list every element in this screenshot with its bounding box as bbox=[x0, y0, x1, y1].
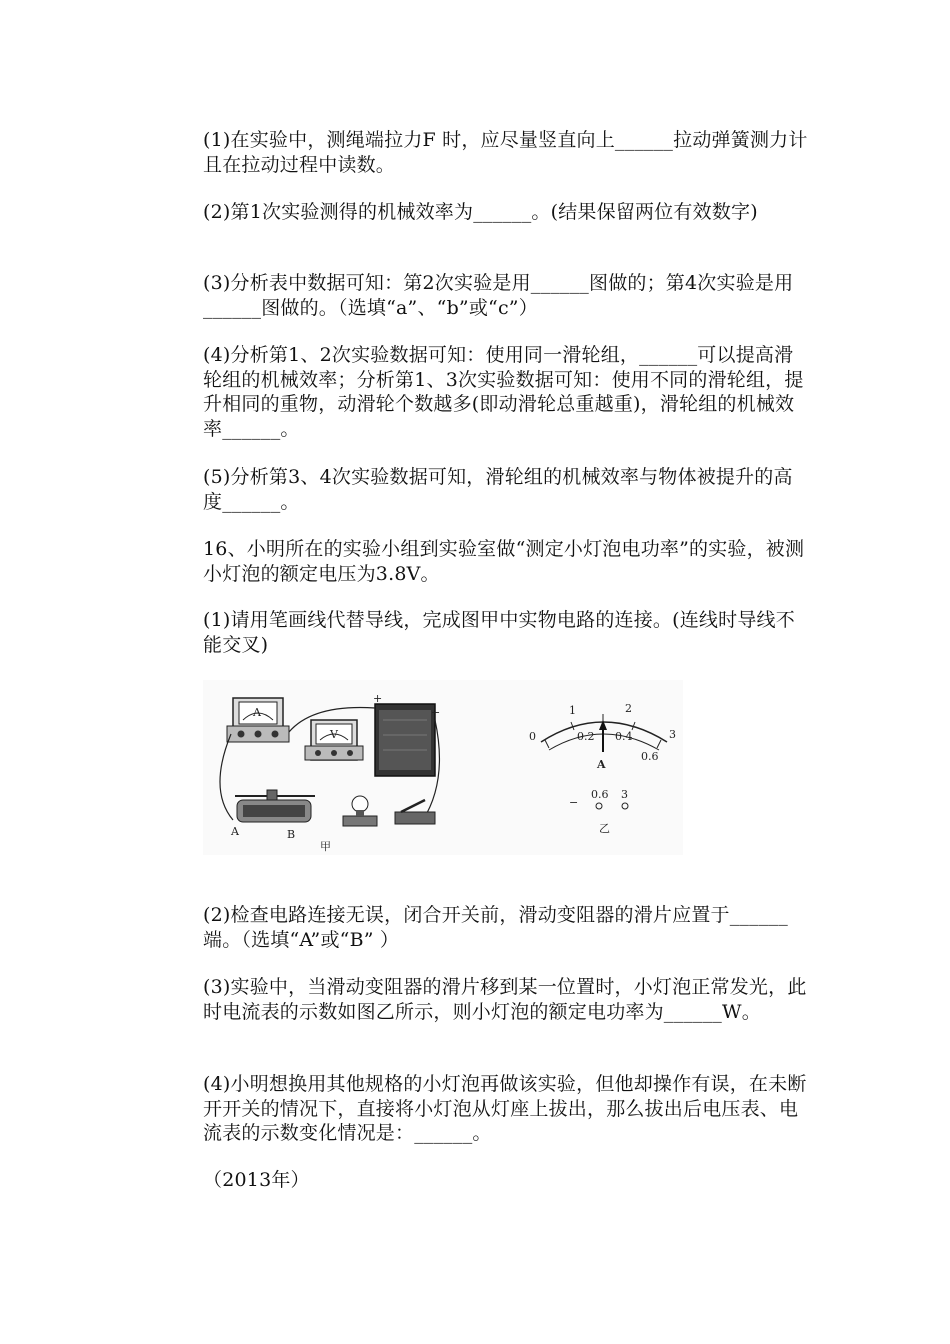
ammeter-letter: A bbox=[253, 706, 261, 719]
dial-bottom-tick-02: 0.2 bbox=[577, 730, 595, 743]
paragraph-q15-part4: (4)分析第1、2次实验数据可知：使用同一滑轮组，______可以提高滑轮组的机械效率；分析第1、3次实验数据可知：使用不同的滑轮组，提升相同的重物，动滑轮个数越多(即动滑轮总重越重)，滑轮组的机械效率______。 bbox=[203, 344, 804, 440]
paragraph-q16-part4: (4)小明想换用其他规格的小灯泡再做该实验，但他却操作有误，在未断开开关的情况下，直接将小灯泡从灯座上拔出，那么拔出后电压表、电流表的示数变化情况是：______。 bbox=[203, 1073, 807, 1144]
paragraph-q15-part2: (2)第1次实验测得的机械效率为______。(结果保留两位有效数字) bbox=[203, 201, 758, 223]
dial-unit-letter: A bbox=[597, 758, 606, 771]
dial-top-tick-2: 2 bbox=[625, 702, 632, 715]
terminal-label-3: 3 bbox=[621, 788, 628, 801]
figure-label-yi: 乙 bbox=[599, 822, 610, 835]
paragraph-q15-part1: (1)在实验中，测绳端拉力F 时，应尽量竖直向上______拉动弹簧测力计且在拉动过程中读数。 bbox=[203, 129, 808, 176]
paragraph-q15-part3: (3)分析表中数据可知：第2次实验是用______图做的；第4次实验是用______图做的。（选填“a”、“b”或“c”） bbox=[203, 272, 794, 319]
year-note: （2013年） bbox=[203, 1169, 310, 1191]
terminal-label-06: 0.6 bbox=[591, 788, 609, 801]
voltmeter-letter: V bbox=[330, 728, 338, 741]
terminal-minus: − bbox=[569, 796, 579, 809]
paragraph-q16-part2: (2)检查电路连接无误，闭合开关前，滑动变阻器的滑片应置于______端。（选填“A”或“B” ） bbox=[203, 904, 788, 951]
paragraph-q16-part3: (3)实验中，当滑动变阻器的滑片移到某一位置时，小灯泡正常发光，此时电流表的示数如图乙所示，则小灯泡的额定电功率为______W。 bbox=[203, 976, 807, 1023]
dial-bottom-tick-06: 0.6 bbox=[641, 750, 659, 763]
battery-minus: − bbox=[431, 706, 441, 719]
dial-bottom-tick-04: 0.4 bbox=[615, 730, 633, 743]
voltmeter-device bbox=[305, 720, 363, 760]
dial-top-tick-0: 0 bbox=[529, 730, 536, 743]
paragraph-q16-stem: 16、小明所在的实验小组到实验室做“测定小灯泡电功率”的实验，被测小灯泡的额定电压为3.8V。 bbox=[203, 538, 805, 585]
battery-plus: + bbox=[373, 692, 383, 705]
circuit-figure bbox=[203, 680, 683, 855]
dial-top-tick-3: 3 bbox=[669, 728, 676, 741]
ammeter-device bbox=[227, 698, 289, 742]
rheostat-label-b: B bbox=[287, 828, 296, 841]
paragraph-q16-part1: (1)请用笔画线代替导线，完成图甲中实物电路的连接。(连线时导线不能交叉) bbox=[203, 609, 795, 656]
battery-device bbox=[373, 692, 440, 776]
paragraph-q15-part5: (5)分析第3、4次实验数据可知，滑轮组的机械效率与物体被提升的高度______。 bbox=[203, 466, 793, 513]
dial-top-tick-1: 1 bbox=[569, 704, 576, 717]
figure-label-jia: 甲 bbox=[320, 840, 331, 853]
rheostat-label-a: A bbox=[231, 825, 239, 838]
